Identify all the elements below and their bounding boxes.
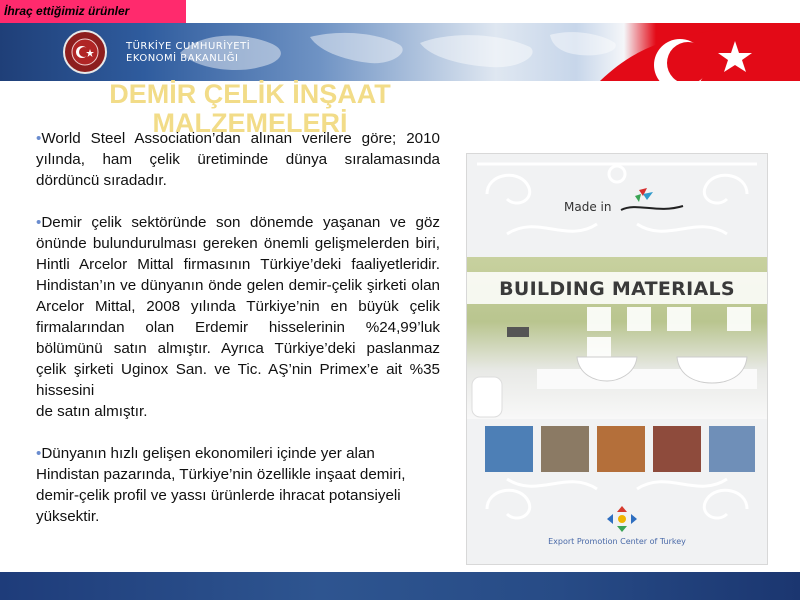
slide-body [36, 128, 440, 548]
ministry-name [126, 41, 250, 65]
slide-title: DEMİR ÇELİK İNŞAAT MALZEMELERİ [109, 79, 391, 138]
bullet-icon: • [36, 130, 42, 147]
export-promotion-center-label: Export Promotion Center of Turkey [548, 537, 686, 546]
bullet-icon: • [36, 214, 42, 231]
ministry-banner [0, 23, 800, 81]
ministry-line-1: TÜRKİYE CUMHURİYETİ [126, 41, 251, 52]
brochure-cover-image [466, 153, 768, 565]
paragraph-3: •Dünyanın hızlı gelişen ekonomileri içinde yer alan Hindistan pazarında, Türkiye’nin özellikle inşaat demiri, demir-çelik profil ve yassı ürünlerde ihracat potansiyeli yüksektir. [36, 445, 406, 525]
bullet-icon: • [36, 445, 42, 462]
ministry-seal-icon [50, 29, 120, 75]
paragraph-2: •Demir çelik sektöründe son dönemde yaşanan ve göz önünde bulundurulması gereken önemli gelişmelerden biri, Hintli Arcelor Mittal firmasının Türkiye’deki faaliyetleridir. Hindistan’ın ve dünyanın önde gelen demir-çelik şirketi olan Arcelor Mittal, 2008 yılında Türkiye’nin en büyük çelik firmalarından olan Erdemir hisselerinin %24,99’luk bölümünü satın almıştır. Ayrıca Türkiye’deki paslanmaz çelik şirketi Uginox San. ve Tic. AŞ’nin Primex’e ait %35 hissesini [36, 214, 440, 399]
paragraph-1: •World Steel Association’dan alınan verilere göre; 2010 yılında, ham çelik üretiminde dünya sıralamasında dördüncü sıradadır. [36, 130, 440, 189]
brochure-title: BUILDING MATERIALS [499, 278, 735, 300]
export-promotion-center-icon [605, 504, 639, 534]
turkish-flag-icon [600, 23, 800, 81]
section-tab [0, 0, 186, 23]
footer-bar [0, 572, 800, 600]
section-tab-label: İhraç ettiğimiz ürünler [4, 4, 130, 18]
ministry-line-2: EKONOMİ BAKANLIĞI [126, 53, 239, 64]
made-in-label: Made in [564, 200, 612, 214]
turkey-logo-icon [617, 184, 687, 220]
paragraph-2-continuation: de satın almıştır. [36, 403, 148, 420]
